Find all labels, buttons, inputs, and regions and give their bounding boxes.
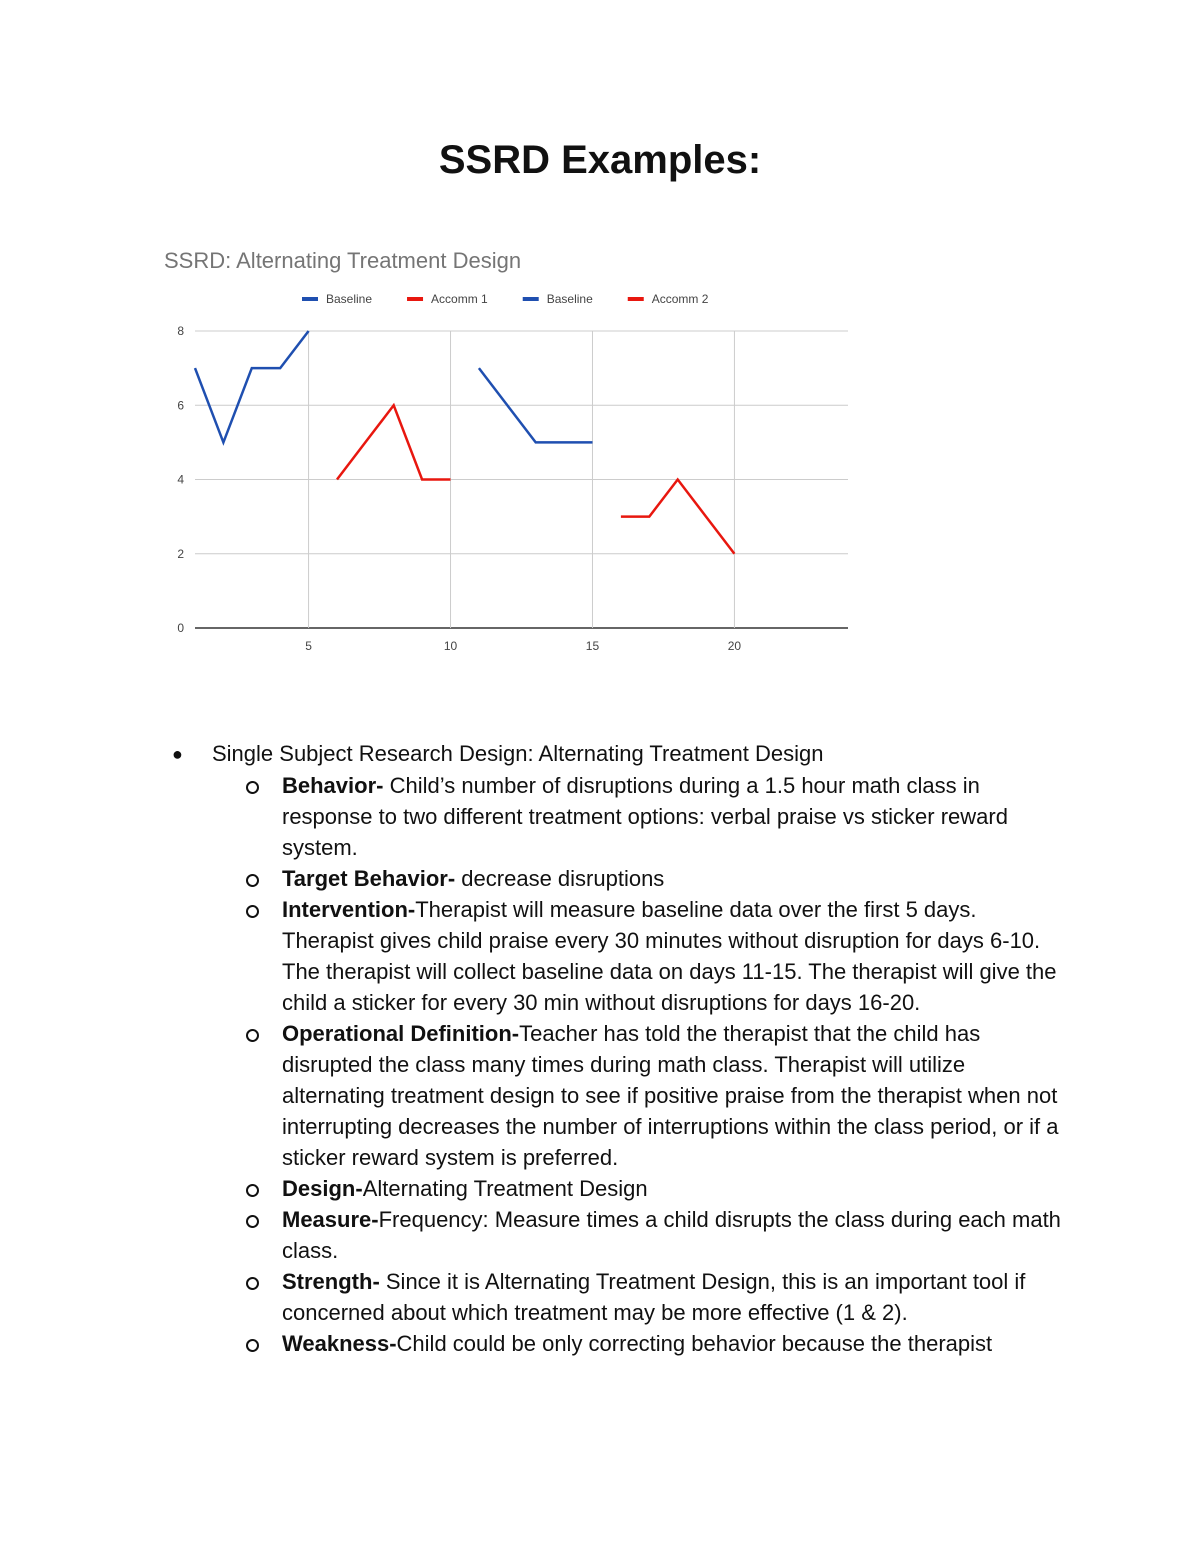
item-text: Frequency: Measure times a child disrupts the class during each math class. [282,1207,1061,1263]
series-line [195,331,309,442]
legend-label: Baseline [326,292,373,306]
bullet-text: Single Subject Research Design: Alternating Treatment Design [212,741,824,766]
item-label: Behavior- [282,773,384,798]
item-label: Operational Definition- [282,1021,520,1046]
y-tick-label: 6 [177,398,184,413]
list-item [242,1328,1072,1359]
y-tick-label: 4 [177,472,184,487]
list-item [242,1018,1072,1173]
chart-grid [195,331,848,628]
y-tick-label: 8 [177,324,184,338]
x-tick-label: 20 [727,639,742,653]
item-label: Intervention- [282,897,416,922]
series-line [621,480,735,554]
item-label: Target Behavior- [282,866,456,891]
sub-list [172,770,1072,1359]
item-text: Therapist will measure baseline data over the first 5 days. Therapist gives child praise every 30 minutes without disruption for days 6-10. The therapist will collect baseline data on days 11-15. The therapist will give the child a sticker for every 30 min without disruptions for days 16-20. [282,897,1057,1015]
y-tick-label: 0 [177,621,184,635]
page-title: SSRD Examples: [438,138,762,182]
list-item [242,1266,1072,1328]
item-text: decrease disruptions [455,866,665,891]
list-item [242,894,1072,1018]
series-line [337,405,451,479]
chart-legend [302,292,709,306]
bullet-marker: ● [172,744,183,764]
item-label: Design- [282,1176,363,1201]
list-item [172,738,1072,770]
list-item [242,863,1072,894]
item-label: Weakness- [282,1331,397,1356]
item-text: Since it is Alternating Treatment Design, this is an important tool if concerned about which treatment may be more effective (1 & 2). [282,1269,1026,1325]
item-text: Alternating Treatment Design [362,1176,648,1201]
item-label: Strength- [282,1269,380,1294]
legend-label: Baseline [546,292,593,306]
line-chart [150,238,870,658]
legend-label: Accomm 1 [431,292,488,306]
item-text: Teacher has told the therapist that the child has disrupted the class many times during math class. Therapist will utilize alternating treatment design to see if positive praise from the therapist when not interrupting decreases the number of interruptions within the class period, or if a sticker reward system is preferred. [282,1021,1059,1170]
chart-title: SSRD: Alternating Treatment Design [164,248,522,273]
chart-ticks [177,324,741,653]
chart-series [195,331,734,554]
item-label: Measure- [282,1207,379,1232]
legend-label: Accomm 2 [651,292,709,306]
item-text: Child could be only correcting behavior because the therapist [396,1331,993,1356]
list-item [242,1173,1072,1204]
x-tick-label: 5 [305,639,312,653]
x-tick-label: 15 [585,639,600,653]
y-tick-label: 2 [177,546,184,561]
list-item [242,770,1072,863]
item-text: Child’s number of disruptions during a 1.5 hour math class in response to two different treatment options: verbal praise vs sticker reward system. [282,773,1008,860]
bullet-list [172,738,1072,1359]
list-item [242,1204,1072,1266]
x-tick-label: 10 [443,639,458,653]
